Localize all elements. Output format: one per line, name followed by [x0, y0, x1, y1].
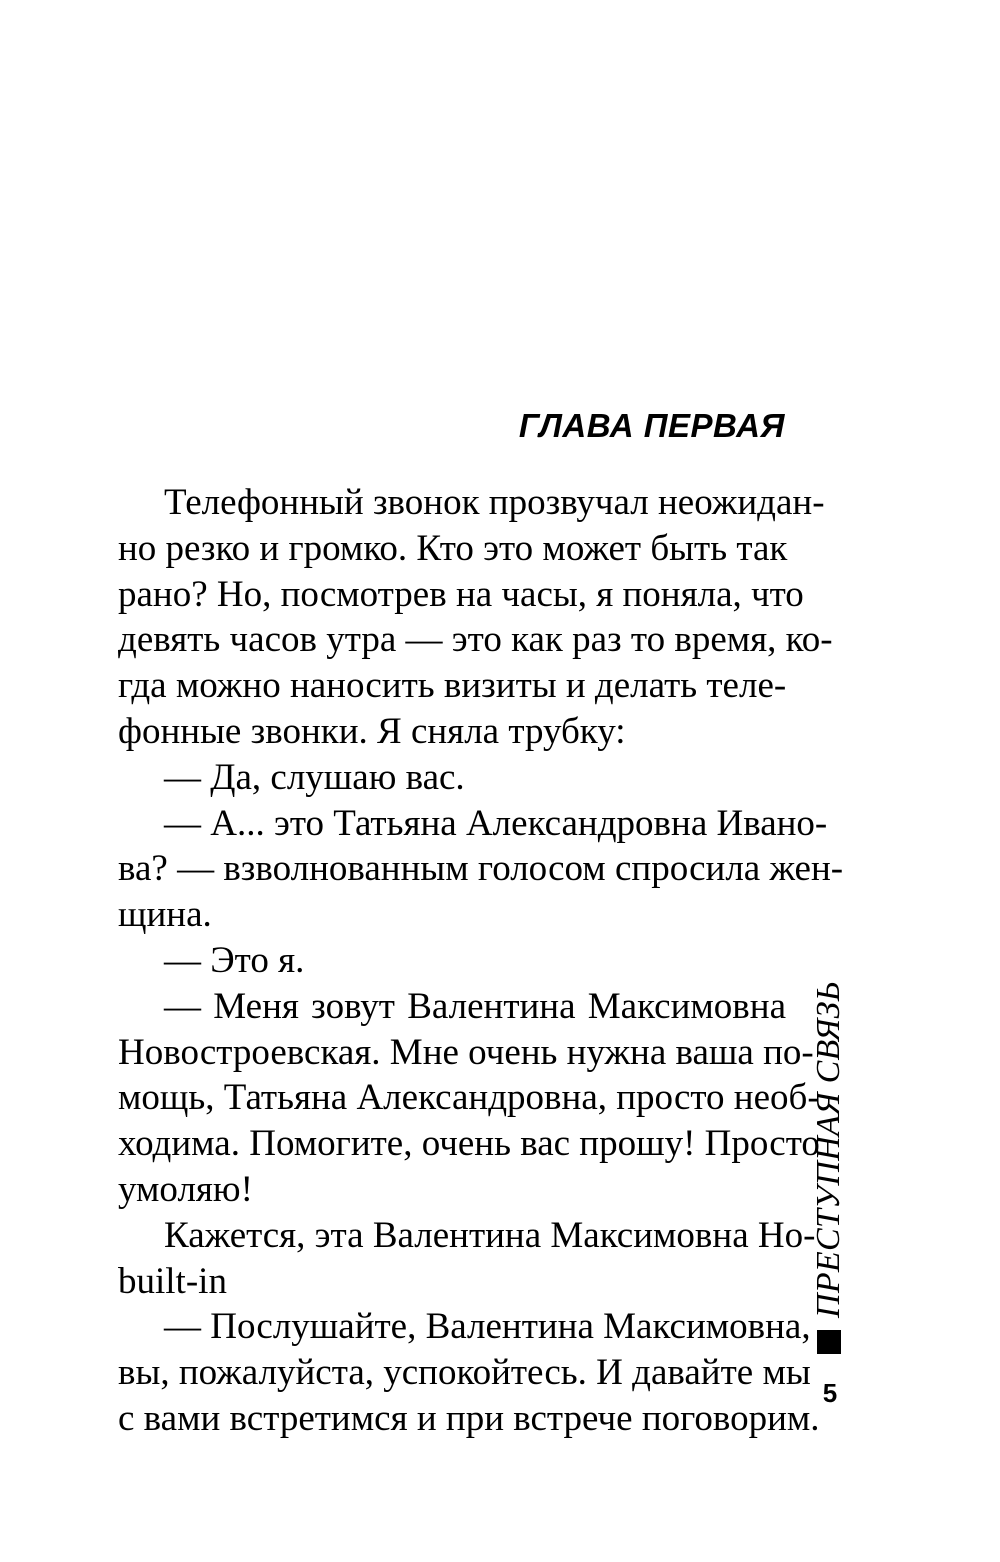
text-line: с вами встретимся и при встрече поговорим.: [118, 1397, 820, 1439]
text-line: — Да, слушаю вас.: [164, 756, 465, 798]
text-line: гда можно наносить визиты и делать теле-: [118, 665, 787, 707]
running-head-title: ПРЕСТУПНАЯ СВЯЗЬ: [810, 980, 847, 1318]
text-line: ходима. Помогите, очень вас прошу! Просто: [118, 1123, 820, 1165]
text-line: Телефонный звонок прозвучал неожидан-: [164, 482, 825, 523]
text-line: вы, пожалуйста, успокойтесь. И давайте мы: [118, 1352, 811, 1394]
text-line: фонные звонки. Я сняла трубку:: [118, 710, 626, 752]
text-line: Кажется, эта Валентина Максимовна Но-: [164, 1214, 816, 1256]
chapter-title: ГЛАВА ПЕРВАЯ: [518, 407, 785, 444]
text-line: умоляю!: [118, 1168, 253, 1210]
text-line: рано? Но, посмотрев на часы, я поняла, что: [118, 573, 804, 615]
text-line: щина.: [118, 894, 212, 936]
text-line: — А... это Татьяна Александровна Ивано-: [164, 802, 828, 844]
text-line: ва? — взволнованным голосом спросила жен-: [118, 848, 844, 890]
text-line: девять часов утра — это как раз то время, ко-: [118, 619, 833, 661]
text-line: Новостроевская. Мне очень нужна ваша по-: [118, 1031, 814, 1073]
text-line: но резко и громко. Кто это может быть так: [118, 527, 788, 569]
page-number: 5: [822, 1378, 838, 1408]
text-line: — Послушайте, Валентина Максимовна,: [164, 1306, 811, 1348]
text-line: — Меня зовут Валентина Максимовна: [164, 985, 786, 1027]
text-line: мощь, Татьяна Александровна, просто необ-: [118, 1077, 820, 1119]
square-bullet-icon: [817, 1330, 841, 1354]
text-line: built-in: [118, 1260, 227, 1302]
text-line: — Это я.: [164, 939, 305, 981]
